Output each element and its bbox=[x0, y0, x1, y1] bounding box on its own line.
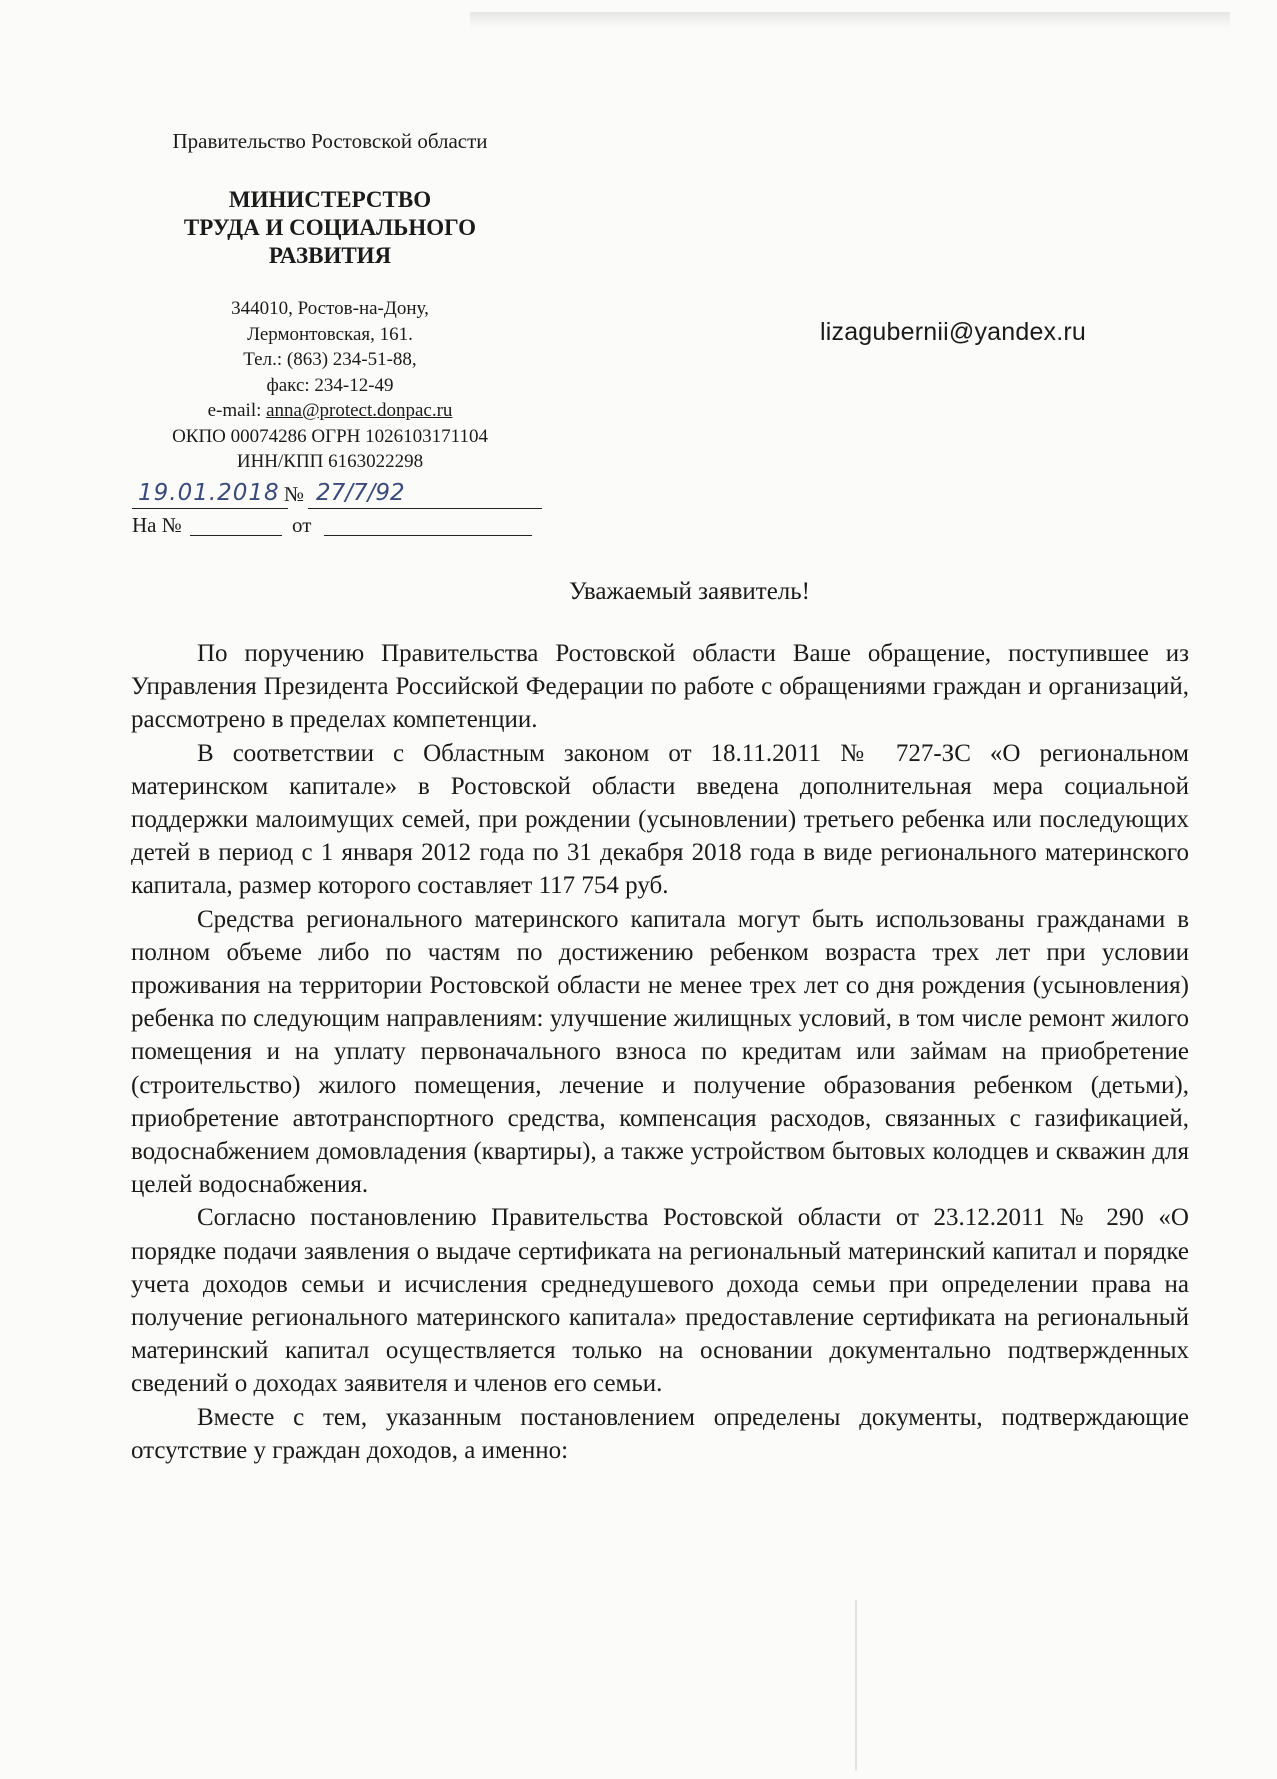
body-paragraph: Вместе с тем, указанным постановлением определены документы, подтверждающие отсутствие у граждан доходов, а именно: bbox=[131, 1403, 1189, 1464]
email-line bbox=[120, 398, 540, 424]
scan-artifact bbox=[855, 1600, 857, 1770]
body-paragraph: В соответствии с Областным законом от 18.11.2011 № 727-ЗС «О региональном материнском капитале» в Ростовской области введена дополнительная мера социальной поддержки малоимущих семей, при рождении (усыновлении) третьего ребенка или последующих детей в период с 1 января 2012 года по 31 декабря 2018 года в виде регионального материнского капитала, размер которого составляет 117 754 руб. bbox=[131, 739, 1189, 900]
body-paragraph: Средства регионального материнского капитала могут быть использованы гражданами в полном объеме либо по частям по достижению ребенком возраста трех лет при условии проживания на территории Ростовской области не менее трех лет со дня рождения (усыновления) ребенка по следующим направлениям: улучшение жилищных условий, в том числе ремонт жилого помещения и на уплату первоначального взноса по кредитам или займам на приобретение (строительство) жилого помещения, лечение и получение образования ребенком (детьми), приобретение автотранспортного средства, компенсация расходов, связанных с газификацией, водоснабжением домовладения (квартиры), а также устройством бытовых колодцев и скважин для целей водоснабжения. bbox=[131, 905, 1189, 1199]
ministry-contacts bbox=[120, 296, 540, 475]
salutation-text: Уважаемый заявитель! bbox=[568, 578, 811, 605]
reference-date-blank bbox=[324, 535, 532, 536]
reference-number-label: На № bbox=[132, 513, 182, 537]
outgoing-registration bbox=[132, 478, 534, 510]
recipient-email: lizagubernii@yandex.ru bbox=[820, 318, 1087, 346]
letterhead bbox=[120, 126, 540, 475]
address-line: Лермонтовская, 161. bbox=[247, 323, 413, 345]
okpo-line: ОКПО 00074286 ОГРН 1026103171104 bbox=[172, 425, 488, 447]
handwritten-date: 19.01.2018 bbox=[132, 478, 288, 509]
body-paragraph: По поручению Правительства Ростовской области Ваше обращение, поступившее из Управления Президента Российской Федерации по работе с обращениями граждан и организаций, рассмотрено в пределах компетенции. bbox=[131, 640, 1189, 734]
body-paragraph: Согласно постановлению Правительства Ростовской области от 23.12.2011 № 290 «О порядке подачи заявления о выдаче сертификата на региональный материнский капитал и порядке учета доходов семьи и исчисления среднедушевого дохода семьи при определении права на получение регионального материнского капитала» предоставление сертификата на региональный материнский капитал осуществляется только на основании документально подтвержденных сведений о доходах заявителя и членов его семьи. bbox=[131, 1204, 1189, 1398]
scan-shadow bbox=[470, 12, 1230, 28]
ministry-line: РАЗВИТИЯ bbox=[268, 243, 392, 268]
incoming-reference bbox=[132, 513, 534, 541]
handwritten-number: 27/7/92 bbox=[308, 478, 542, 509]
letter-body bbox=[131, 637, 1189, 1467]
ministry-name bbox=[120, 186, 540, 270]
ministry-line: ТРУДА И СОЦИАЛЬНОГО bbox=[183, 215, 477, 240]
number-label: № bbox=[284, 482, 305, 506]
inn-line: ИНН/КПП 6163022298 bbox=[236, 451, 424, 472]
ministry-email-link[interactable]: anna@protect.donpac.ru bbox=[266, 400, 453, 421]
government-name: Правительство Ростовской области bbox=[172, 129, 488, 153]
ministry-line: МИНИСТЕРСТВО bbox=[228, 187, 432, 212]
fax-line: факс: 234-12-49 bbox=[266, 374, 394, 396]
address-line: 344010, Ростов-на-Дону, bbox=[231, 298, 429, 319]
reference-number-blank bbox=[190, 535, 282, 536]
phone-line: Тел.: (863) 234-51-88, bbox=[243, 349, 417, 370]
email-label: e-mail: bbox=[207, 400, 267, 421]
reference-date-label: от bbox=[292, 513, 312, 537]
salutation bbox=[0, 578, 1277, 606]
